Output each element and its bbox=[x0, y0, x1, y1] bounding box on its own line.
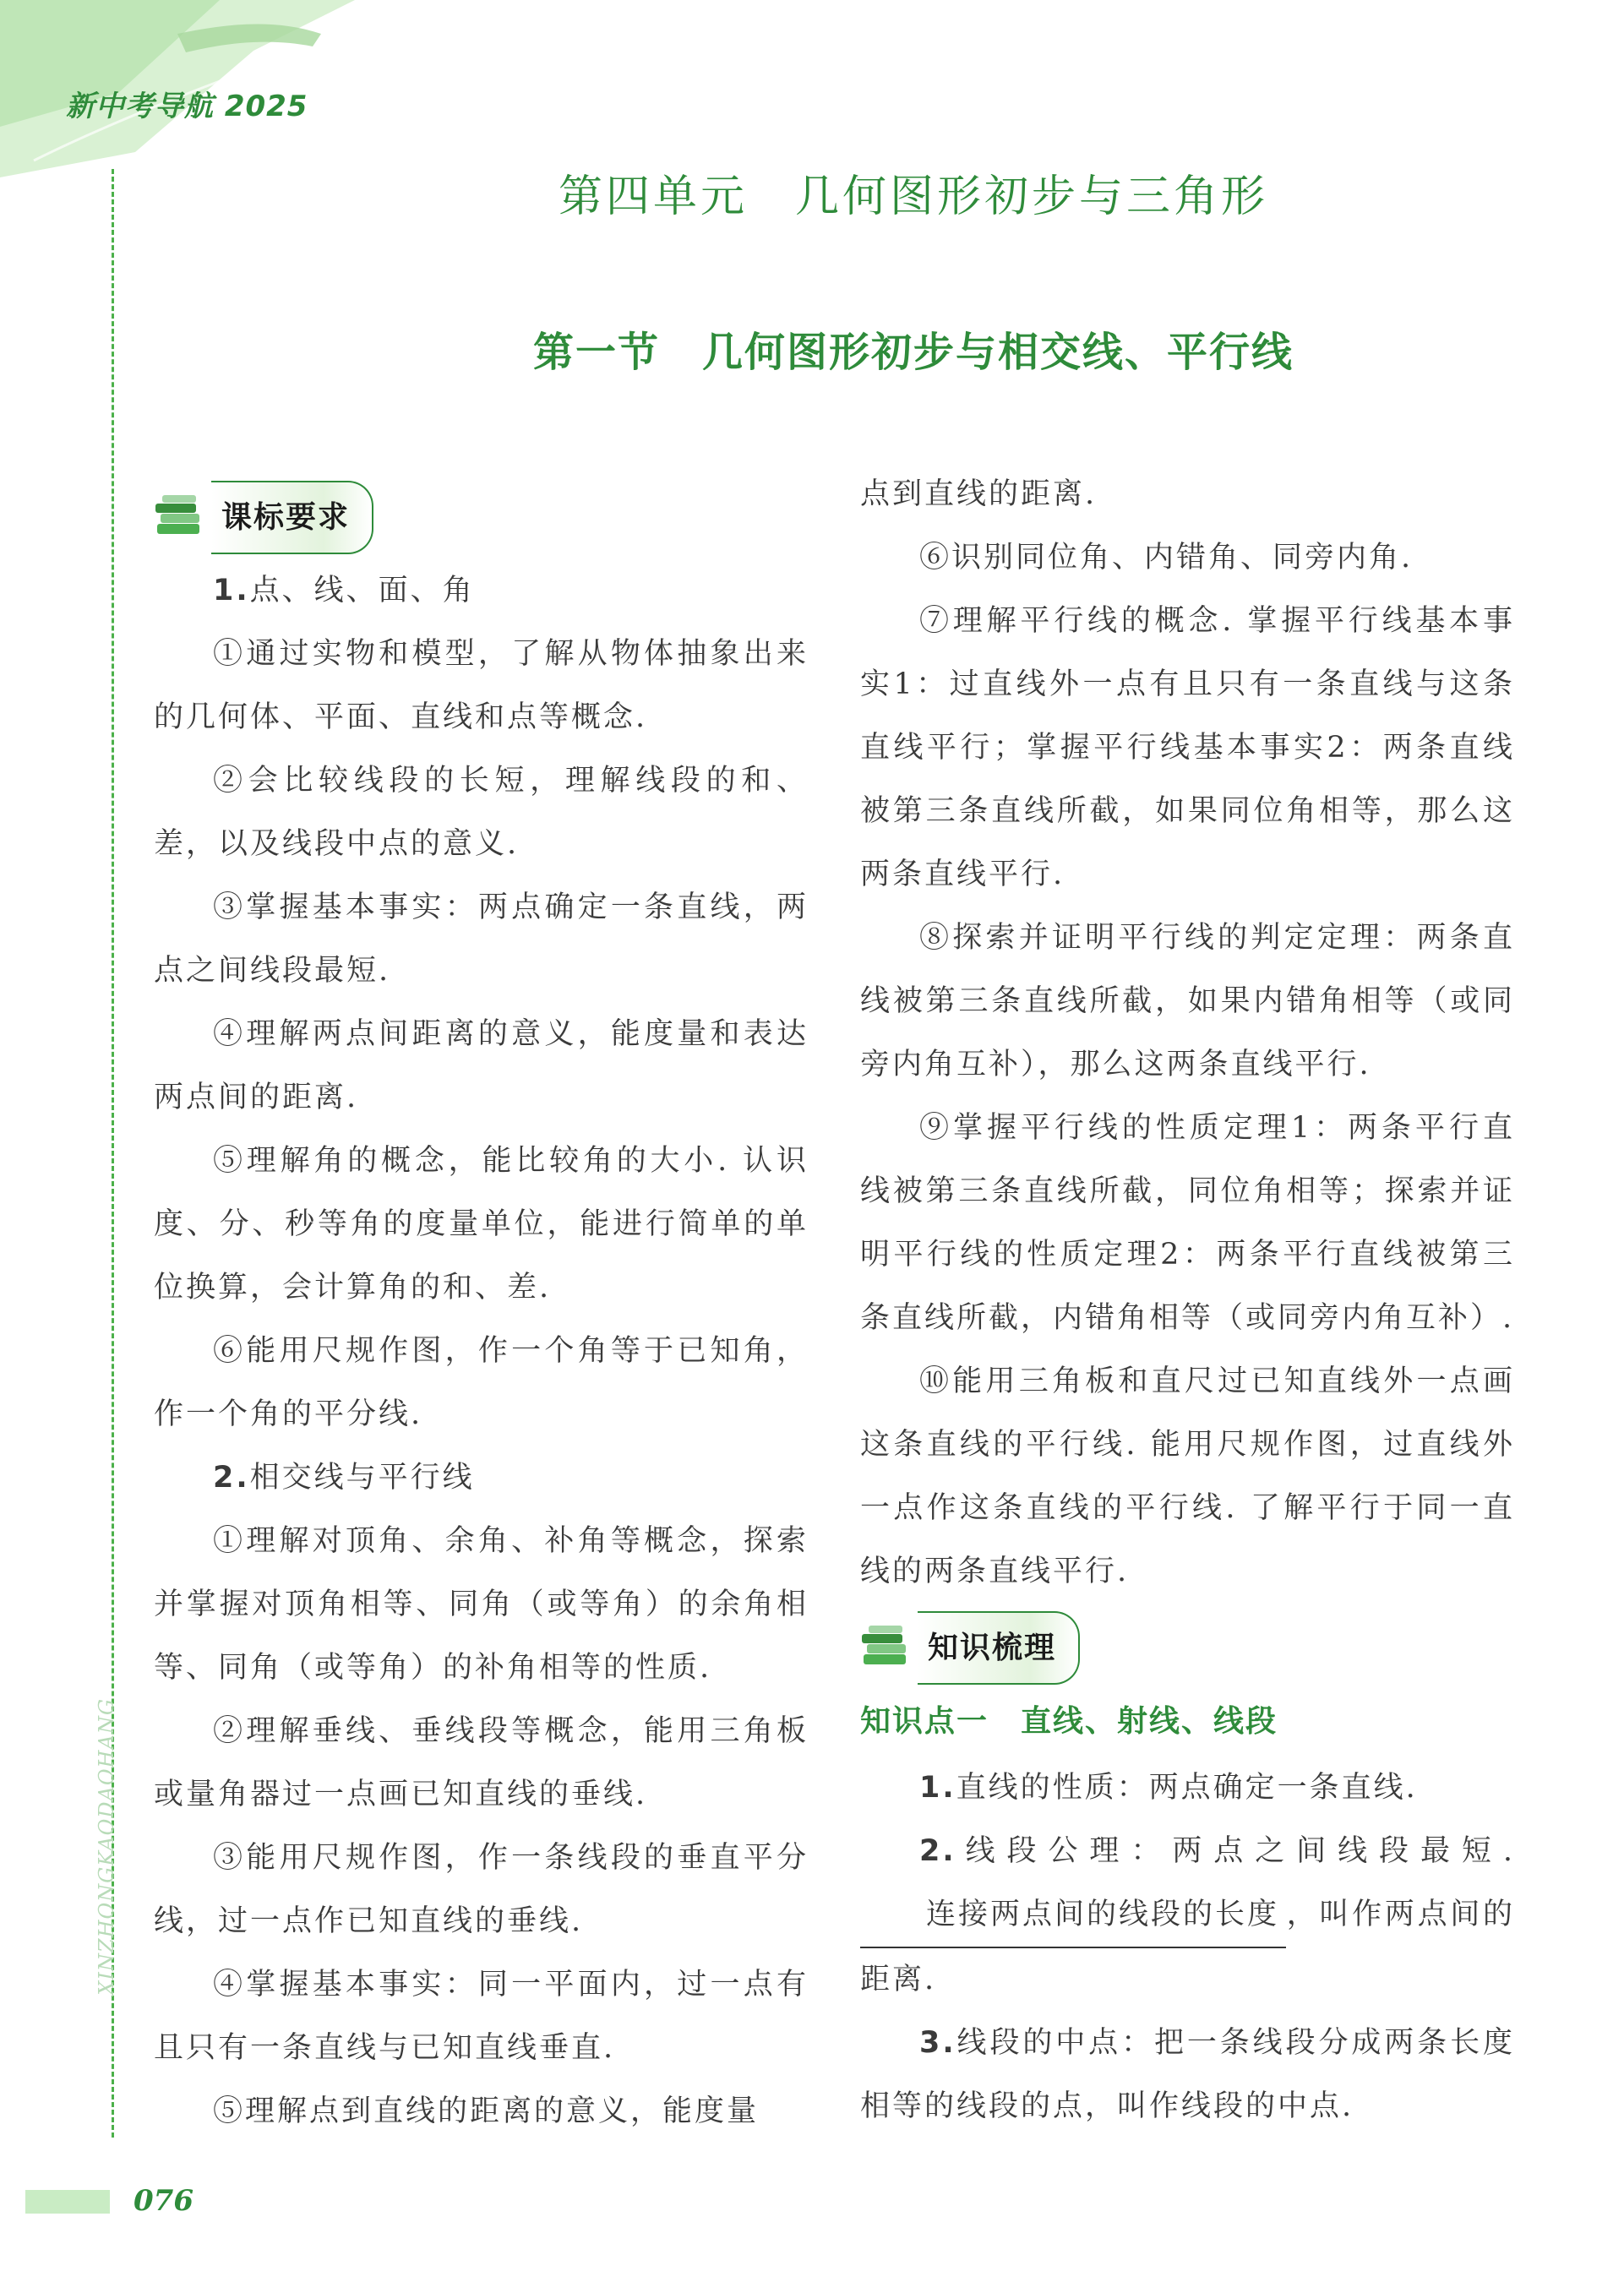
curriculum-right-text bbox=[860, 463, 1515, 1604]
curriculum-right-paragraph: ⑧探索并证明平行线的判定定理：两条直线被第三条直线所截，如果内错角相等（或同旁内角互补），那么这两条直线平行. bbox=[860, 921, 1515, 1081]
brand-logo: 新中考导航 2025 bbox=[66, 90, 308, 123]
curriculum-left-paragraph: ③能用尺规作图，作一条线段的垂直平分线，过一点作已知直线的垂线. bbox=[154, 1841, 809, 1938]
curriculum-left-paragraph: 2.相交线与平行线 bbox=[213, 1461, 475, 1495]
curriculum-left-paragraph: ②会比较线段的长短，理解线段的和、差，以及线段中点的意义. bbox=[154, 764, 809, 861]
page-number: 076 bbox=[134, 2184, 193, 2218]
curriculum-left-paragraph: ①理解对顶角、余角、补角等概念，探索并掌握对顶角相等、同角（或等角）的余角相等、同角（或等角）的补角相等的性质. bbox=[154, 1524, 809, 1685]
curriculum-right-paragraph: ⑦理解平行线的概念. 掌握平行线基本事实1：过直线外一点有且只有一条直线与这条直线平行；掌握平行线基本事实2：两条直线被第三条直线所截，如果同位角相等，那么这两条直线平行. bbox=[860, 604, 1515, 891]
curriculum-left-paragraph: ④掌握基本事实：同一平面内，过一点有且只有一条直线与已知直线垂直. bbox=[154, 1968, 809, 2065]
curriculum-left-paragraph: ⑥能用尺规作图，作一个角等于已知角，作一个角的平分线. bbox=[154, 1334, 809, 1431]
curriculum-right-paragraph: 点到直线的距离. bbox=[860, 477, 1098, 511]
curriculum-right-paragraph: ⑨掌握平行线的性质定理1：两条平行直线被第三条直线所截，同位角相等；探索并证明平行线的性质定理2：两条平行直线被第三条直线所截，内错角相等（或同旁内角互补）. bbox=[860, 1111, 1515, 1335]
curriculum-left-paragraph: ⑤理解点到直线的距离的意义，能度量 bbox=[213, 2094, 760, 2128]
curriculum-left-paragraph: ①通过实物和模型，了解从物体抽象出来的几何体、平面、直线和点等概念. bbox=[154, 637, 809, 734]
curriculum-left-paragraph: ⑤理解角的概念，能比较角的大小. 认识度、分、秒等角的度量单位，能进行简单的单位换算，会计算角的和、差. bbox=[154, 1144, 809, 1304]
knowledge-item-2: 2.线段公理：两点之间线段最短.连接两点间的线段的长度 ，叫作两点间的距离. bbox=[860, 1834, 1515, 1996]
curriculum-heading bbox=[154, 480, 809, 554]
curriculum-left-paragraph: ④理解两点间距离的意义，能度量和表达两点间的距离. bbox=[154, 1017, 809, 1114]
books-icon bbox=[860, 1622, 914, 1673]
knowledge-heading bbox=[860, 1610, 1515, 1685]
curriculum-right-paragraph: ⑩能用三角板和直尺过已知直线外一点画这条直线的平行线. 能用尺规作图，过直线外一点作这条直线的平行线. 了解平行于同一直线的两条直线平行. bbox=[860, 1364, 1515, 1588]
curriculum-left-paragraph: ③掌握基本事实：两点确定一条直线，两点之间线段最短. bbox=[154, 891, 809, 988]
curriculum-left-paragraph: ②理解垂线、垂线段等概念，能用三角板或量角器过一点画已知直线的垂线. bbox=[154, 1714, 809, 1811]
section-title: 第一节 几何图形初步与相交线、平行线 bbox=[532, 329, 1294, 376]
right-column bbox=[860, 463, 1515, 2138]
knowledge-heading-label: 知识梳理 bbox=[918, 1611, 1080, 1685]
knowledge-point-title: 知识点一 直线、射线、线段 bbox=[860, 1704, 1278, 1739]
curriculum-left-paragraph: 1.点、线、面、角 bbox=[213, 574, 475, 607]
books-icon bbox=[154, 492, 208, 542]
side-watermark: XINZHONGKAODAOHANG bbox=[95, 1698, 118, 1996]
knowledge-item-3: 3.线段的中点：把一条线段分成两条长度相等的线段的点，叫作线段的中点. bbox=[860, 2026, 1515, 2123]
left-column bbox=[154, 473, 809, 2143]
knowledge-item-1: 1.直线的性质：两点确定一条直线. bbox=[919, 1771, 1418, 1805]
curriculum-left-text bbox=[154, 559, 809, 2143]
page-number-bar bbox=[25, 2190, 110, 2214]
curriculum-right-paragraph: ⑥识别同位角、内错角、同旁内角. bbox=[919, 541, 1414, 575]
curriculum-heading-label: 课标要求 bbox=[211, 481, 373, 554]
fill-in-blank: 连接两点间的线段的长度 bbox=[860, 1883, 1286, 1948]
unit-title: 第四单元 几何图形初步与三角形 bbox=[558, 172, 1268, 222]
